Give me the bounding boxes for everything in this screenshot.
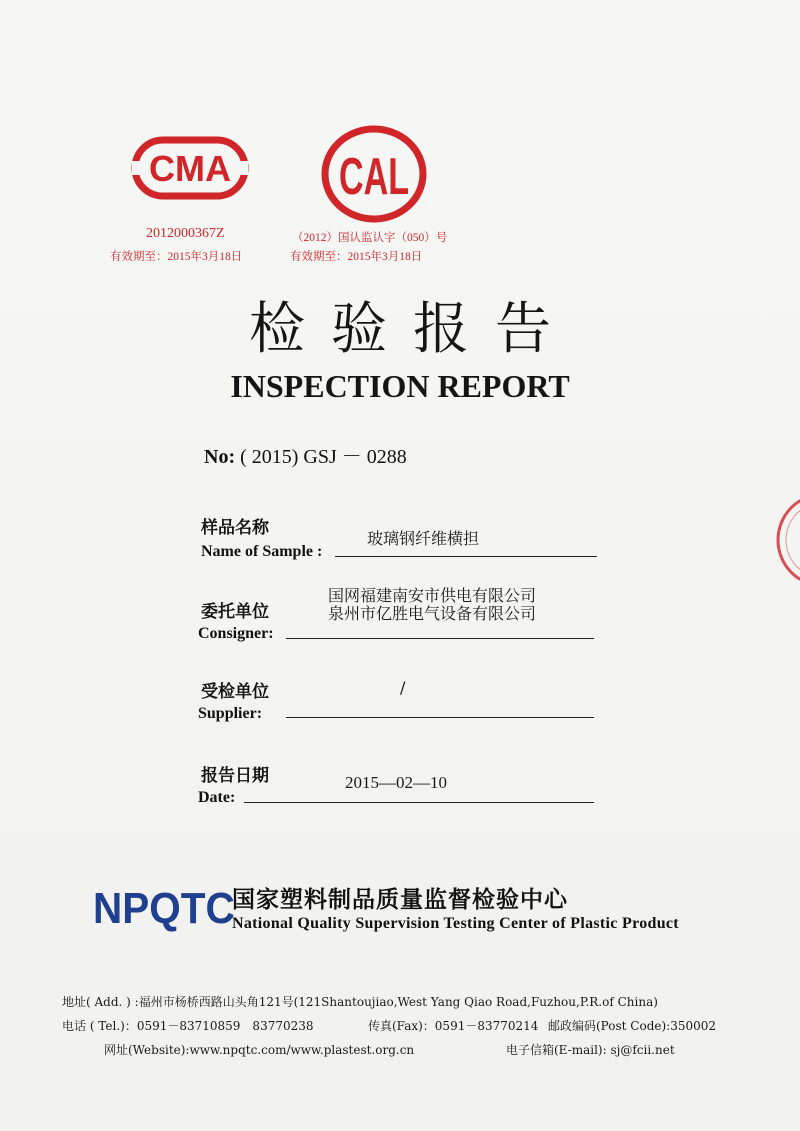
report-number-label: No: xyxy=(204,446,236,468)
cma-code: 2012000367Z xyxy=(146,226,225,241)
cma-certification-logo xyxy=(132,135,248,201)
cma-logo-text: CMA xyxy=(149,148,231,189)
sample-label-en: Name of Sample : xyxy=(201,543,323,560)
supplier-value: / xyxy=(400,678,406,697)
official-seal-partial xyxy=(762,490,800,590)
tel-line: 电话 ( Tel.)：0591－83710859 83770238 xyxy=(62,1019,314,1033)
date-value: 2015—02—10 xyxy=(345,773,447,792)
cal-certification-logo xyxy=(320,124,428,224)
postcode-line: 邮政编码(Post Code):350002 xyxy=(548,1019,717,1033)
consigner-value-line2: 泉州市亿胜电气设备有限公司 xyxy=(328,604,537,623)
consigner-value-line1: 国网福建南安市供电有限公司 xyxy=(328,586,537,605)
consigner-label-cn: 委托单位 xyxy=(201,602,269,622)
sample-underline xyxy=(335,556,597,557)
sample-label-cn: 样品名称 xyxy=(201,518,269,538)
cma-valid-date: 有效期至：2015年3月18日 xyxy=(110,251,243,263)
npqtc-logo: NPQTC xyxy=(93,884,235,933)
center-name-cn: 国家塑料制品质量监督检验中心 xyxy=(232,887,568,913)
title-english: INSPECTION REPORT xyxy=(230,368,570,404)
supplier-label-en: Supplier: xyxy=(198,705,263,722)
report-number xyxy=(204,440,407,469)
center-name-en: National Quality Supervision Testing Center of Plastic Product xyxy=(232,915,679,932)
report-number-value: ( 2015) GSJ － 0288 xyxy=(240,446,407,468)
date-underline xyxy=(244,802,594,803)
supplier-label-cn: 受检单位 xyxy=(201,682,269,702)
fax-line: 传真(Fax)：0591－83770214 xyxy=(368,1019,539,1033)
date-label-en: Date: xyxy=(198,789,236,806)
cal-logo-text: CAL xyxy=(339,148,409,206)
consigner-label-en: Consigner: xyxy=(198,625,274,642)
cal-valid-date: 有效期至：2015年3月18日 xyxy=(290,251,423,263)
website-line: 网址(Website):www.npqtc.com/www.plastest.org.cn xyxy=(104,1043,415,1057)
date-label-cn: 报告日期 xyxy=(201,766,269,786)
email-line: 电子信箱(E-mail): sj@fcii.net xyxy=(506,1043,675,1057)
consigner-underline xyxy=(286,638,594,639)
sample-value: 玻璃钢纤维横担 xyxy=(367,529,480,548)
title-chinese: 检验报告 xyxy=(249,297,577,362)
address-line: 地址( Add. ) :福州市杨桥西路山头角121号(121Shantoujiao,West Yang Qiao Road,Fuzhou,P.R.of China) xyxy=(62,995,658,1009)
cal-cert-number: （2012）国认监认字（050）号 xyxy=(292,232,448,244)
supplier-underline xyxy=(286,717,594,718)
